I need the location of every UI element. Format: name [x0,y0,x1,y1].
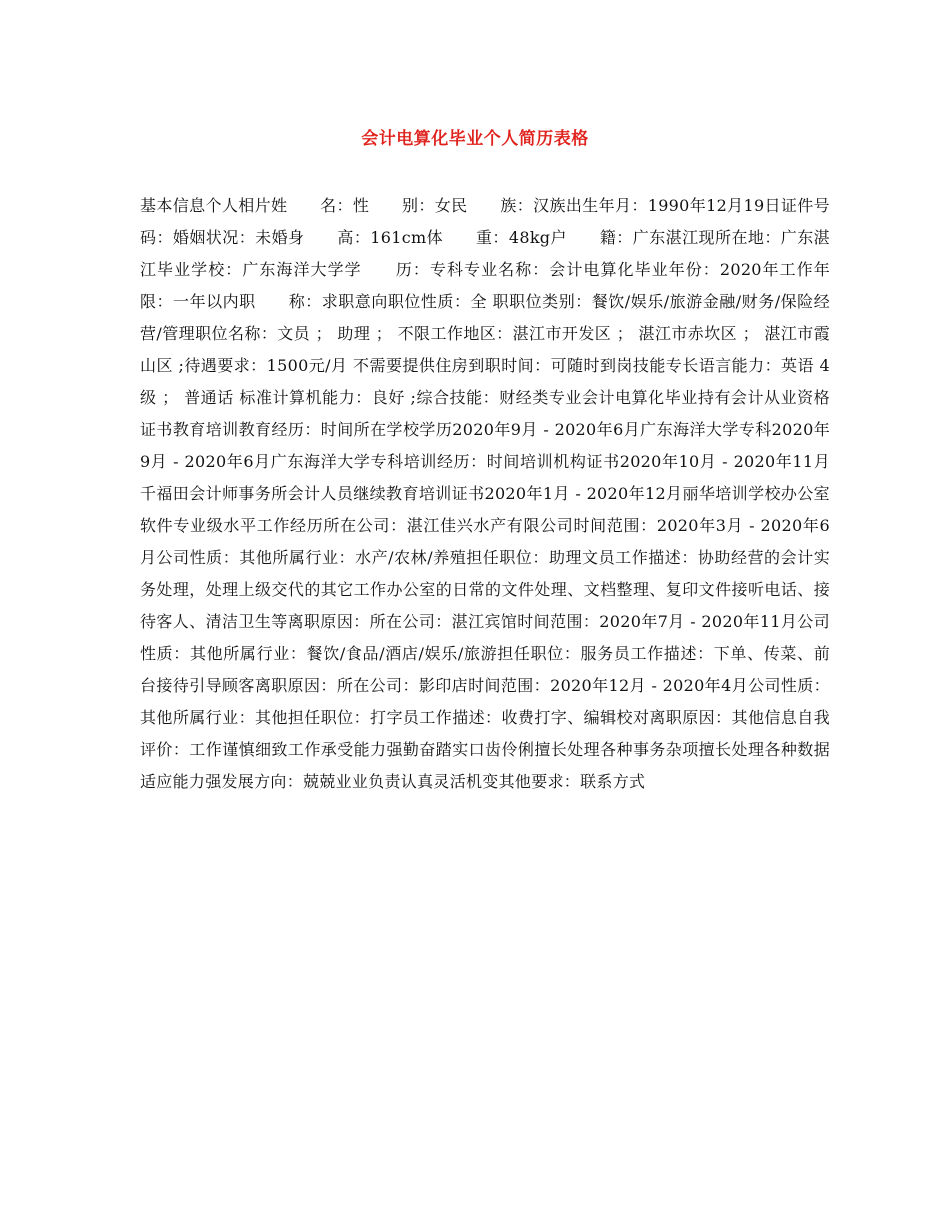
document-title: 会计电算化毕业个人简历表格 [361,129,589,149]
document-body-text: 基本信息个人相片姓 名：性 别：女民 族：汉族出生年月：1990年12月19日证件号码：婚姻状况：未婚身 高：161cm体 重：48kg户 籍：广东湛江现所在地：广东湛江毕业学校：广东海洋大学学 历：专科专业名称：会计电算化毕业年份：2020年工作年限：一年以内职 称：求职意向职位性质：全 职职位类别：餐饮/娱乐/旅游金融/财务/保险经营/管理职位名称：文员 ； 助理 ； 不限工作地区：湛江市开发区 ； 湛江市赤坎区 ； 湛江市霞山区 ;待遇要求：1500元/月 不需要提供住房到职时间：可随时到岗技能专长语言能力：英语 4级 ； 普通话 标准计算机能力：良好 ;综合技能：财经类专业会计电算化毕业持有会计从业资格证书教育培训教育经历：时间所在学校学历2020年9月 - 2020年6月广东海洋大学专科2020年9月 - 2020年6月广东海洋大学专科培训经历：时间培训机构证书2020年10月 - 2020年11月千福田会计师事务所会计人员继续教育培训证书2020年1月 - 2020年12月丽华培训学校办公室软件专业级水平工作经历所在公司：湛江佳兴水产有限公司时间范围：2020年3月 - 2020年6月公司性质：其他所属行业：水产/农林/养殖担任职位：助理文员工作描述：协助经营的会计实务处理，处理上级交代的其它工作办公室的日常的文件处理、文档整理、复印文件接听电话、接待客人、清洁卫生等离职原因：所在公司：湛江宾馆时间范围：2020年7月 - 2020年11月公司性质：其他所属行业：餐饮/食品/酒店/娱乐/旅游担任职位：服务员工作描述：下单、传菜、前台接待引导顾客离职原因：所在公司：影印店时间范围：2020年12月 - 2020年4月公司性质：其他所属行业：其他担任职位：打字员工作描述：收费打字、编辑校对离职原因：其他信息自我评价：工作谨慎细致工作承受能力强勤奋踏实口齿伶俐擅长处理各种事务杂项擅长处理各种数据适应能力强发展方向：兢兢业业负责认真灵活机变其他要求：联系方式 [140,196,830,791]
